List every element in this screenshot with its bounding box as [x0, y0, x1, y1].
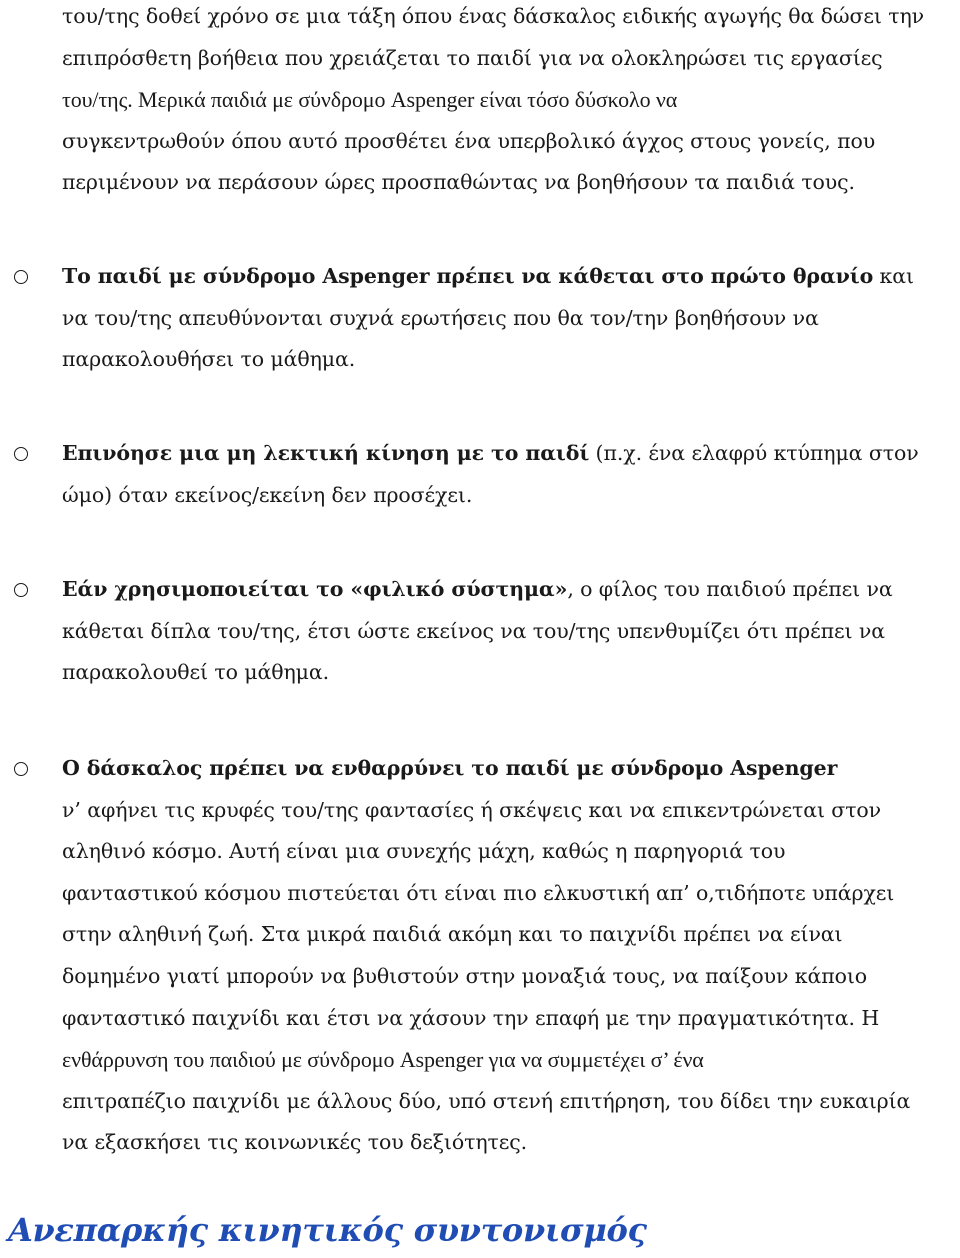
bullet-line: κάθεται δίπλα του/της, έτσι ώστε εκείνος να του/της υπενθυμίζει ότι πρέπει να — [62, 618, 885, 643]
bullet-bold-text: Ο δάσκαλος πρέπει να ενθαρρύνει το παιδί με σύνδρομο Aspenger — [62, 756, 838, 780]
intro-line: περιμένουν να περάσουν ώρες προσπαθώντας να βοηθήσουν τα παιδιά τους. — [62, 170, 855, 195]
bullet-line: αληθινό κόσμο. Αυτή είναι μια συνεχής μάχη, καθώς η παρηγοριά του — [62, 839, 786, 864]
bullet-item-buddy-system — [62, 569, 952, 694]
bullet-line: ενθάρρυνση του παιδιού με σύνδρομο Aspenger για να συμμετέχει σ’ ένα — [62, 1047, 704, 1073]
intro-line: του/της. Μερικά παιδιά με σύνδρομο Aspenger είναι τόσο δύσκολο να — [62, 87, 678, 113]
bullet-text: , ο φίλος του παιδιού πρέπει να — [567, 577, 893, 601]
bullet-line: ν’ αφήνει τις κρυφές του/της φαντασίες ή σκέψεις και να επικεντρώνεται στον — [62, 797, 882, 822]
bullet-text: (π.χ. ένα ελαφρύ κτύπημα στον — [589, 441, 919, 465]
bullet-line: φανταστικό παιχνίδι και έτσι να χάσουν την επαφή με την πραγματικότητα. Η — [62, 1005, 880, 1030]
bullet-line: παρακολουθεί το μάθημα. — [62, 660, 330, 685]
bullet-text: και — [873, 264, 914, 288]
bullet-line: φανταστικού κόσμου πιστεύεται ότι είναι πιο ελκυστική απ’ ο,τιδήποτε υπάρχει — [62, 880, 895, 905]
bullet-circle-icon — [14, 583, 28, 597]
bullet-line: ώμο) όταν εκείνος/εκείνη δεν προσέχει. — [62, 482, 473, 507]
bullet-circle-icon — [14, 762, 28, 776]
section-heading: Ανεπαρκής κινητικός συντονισμός — [8, 1211, 647, 1249]
bullet-line: παρακολουθήσει το μάθημα. — [62, 347, 356, 372]
bullet-circle-icon — [14, 447, 28, 461]
bullet-line: στην αληθινή ζωή. Στα μικρά παιδιά ακόμη και το παιχνίδι πρέπει να είναι — [62, 922, 843, 947]
intro-paragraph — [62, 0, 952, 204]
bullet-bold-text: Επινόησε μια μη λεκτική κίνηση με το παιδί — [62, 441, 590, 465]
bullet-circle-icon — [14, 270, 28, 284]
intro-line: επιπρόσθετη βοήθεια που χρειάζεται το παιδί για να ολοκληρώσει τις εργασίες — [62, 45, 883, 70]
bullet-line: δομημένο γιατί μπορούν να βυθιστούν στην μοναξιά τους, να παίξουν κάποιο — [62, 963, 868, 988]
bullet-item-front-desk — [62, 256, 952, 381]
bullet-bold-text: Εάν χρησιμοποιείται το «φιλικό σύστημα» — [62, 577, 568, 601]
bullet-item-nonverbal-cue — [62, 433, 952, 516]
intro-line: του/της δοθεί χρόνο σε μια τάξη όπου ένας δάσκαλος ειδικής αγωγής θα δώσει την — [62, 4, 925, 28]
bullet-line: να του/της απευθύνονται συχνά ερωτήσεις που θα τον/την βοηθήσουν να — [62, 305, 819, 330]
bullet-line: να εξασκήσει τις κοινωνικές του δεξιότητες. — [62, 1130, 528, 1155]
intro-line: συγκεντρωθούν όπου αυτό προσθέτει ένα υπερβολικό άγχος στους γονείς, που — [62, 128, 876, 153]
bullet-item-encourage-reality — [62, 748, 952, 1164]
bullet-bold-text: Το παιδί με σύνδρομο Aspenger πρέπει να κάθεται στο πρώτο θρανίο — [62, 264, 874, 288]
bullet-line: επιτραπέζιο παιχνίδι με άλλους δύο, υπό στενή επιτήρηση, του δίδει την ευκαιρία — [62, 1088, 911, 1113]
